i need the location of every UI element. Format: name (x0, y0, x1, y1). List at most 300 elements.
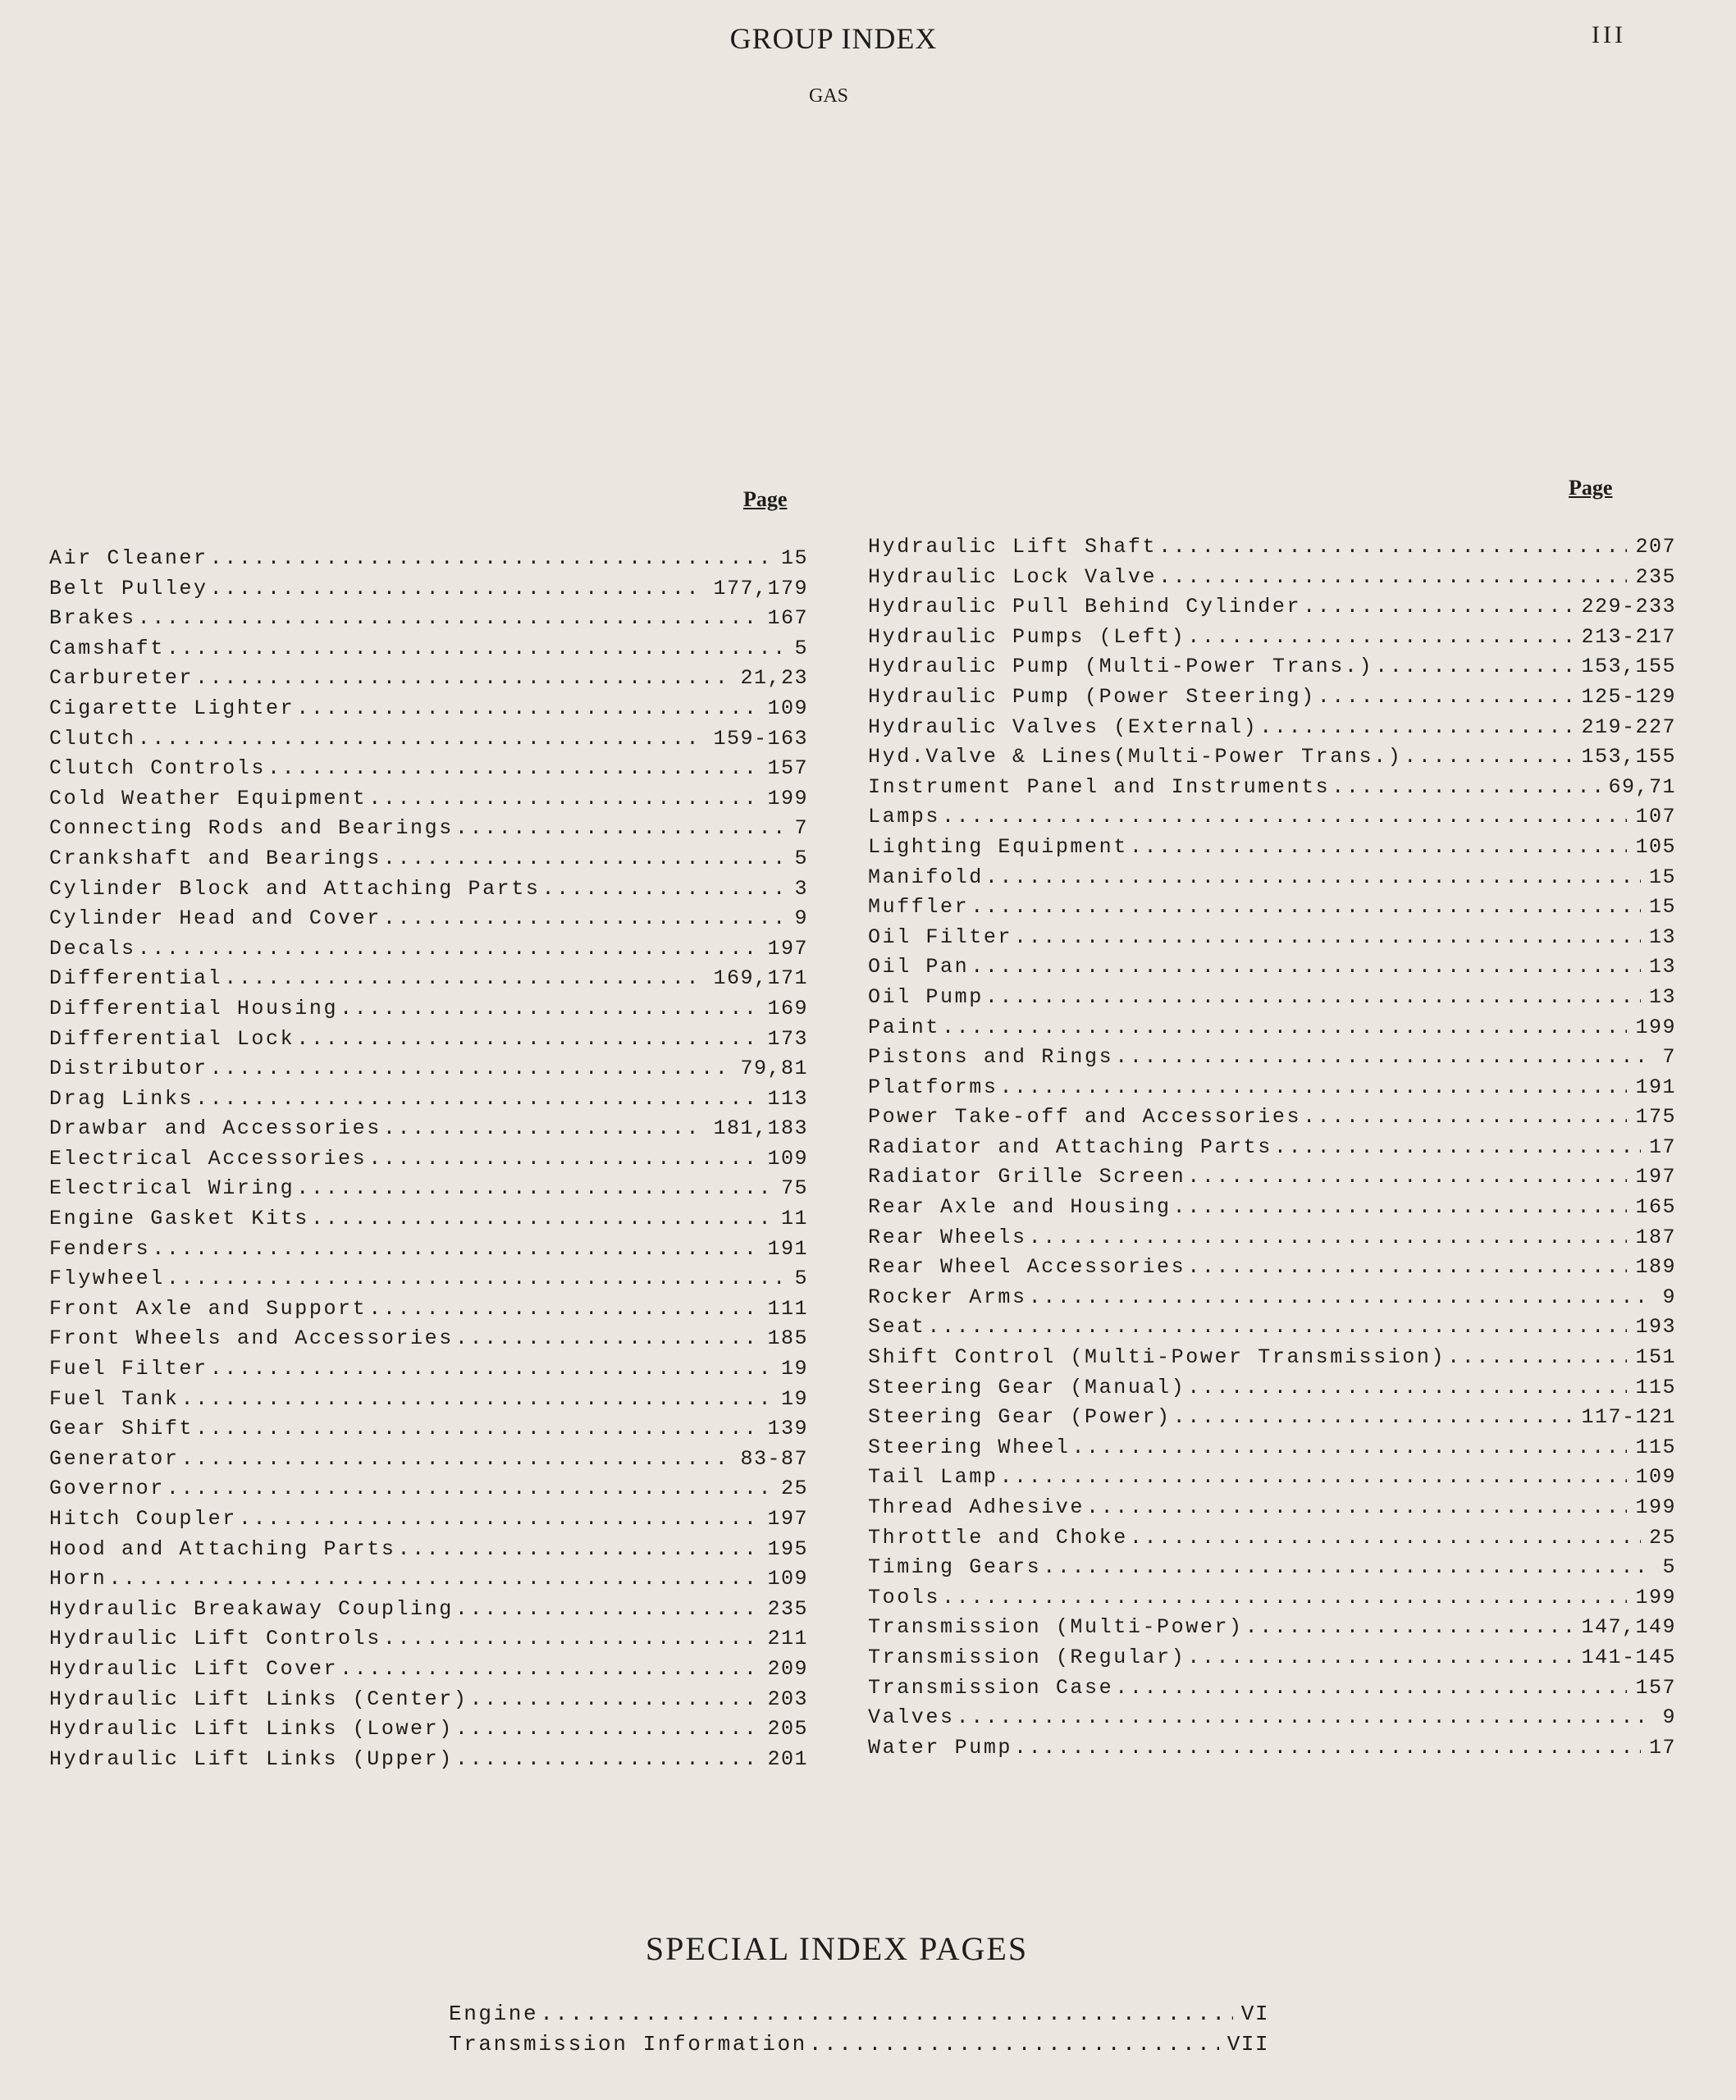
dot-leader (1029, 1226, 1628, 1249)
entry-name: Radiator and Attaching Parts (868, 1134, 1272, 1159)
entry-name: Tail Lamp (868, 1465, 998, 1490)
dot-leader (455, 1597, 760, 1621)
entry-page: 75 (780, 1176, 808, 1201)
entry-name: Rear Wheels (868, 1225, 1027, 1249)
index-entry (49, 787, 808, 817)
entry-page: 197 (767, 1507, 808, 1531)
dot-leader (1043, 1555, 1654, 1579)
entry-page: 229-233 (1581, 595, 1676, 619)
entry-name: Rear Axle and Housing (868, 1195, 1172, 1220)
entry-page: 175 (1635, 1105, 1676, 1130)
entry-page: 5 (794, 1267, 808, 1291)
entry-page: 13 (1648, 984, 1676, 1009)
entry-page: 219-227 (1581, 714, 1676, 739)
entry-name: Hydraulic Lift Shaft (868, 535, 1158, 559)
dot-leader (138, 727, 706, 751)
index-entry (49, 1116, 808, 1147)
dot-leader (383, 1116, 706, 1140)
entry-name: Manifold (868, 865, 984, 889)
entry-name: Cylinder Block and Attaching Parts (49, 876, 541, 901)
dot-leader (1447, 1345, 1627, 1369)
entry-name: Tools (868, 1585, 941, 1609)
entry-name: Gear Shift (49, 1417, 194, 1441)
index-entry (868, 1255, 1676, 1285)
entry-page: 11 (780, 1207, 808, 1231)
index-entry (868, 955, 1676, 985)
entry-name: Engine (449, 2002, 539, 2026)
entry-name: Front Wheels and Accessories (49, 1326, 454, 1351)
entry-page: 115 (1635, 1375, 1676, 1399)
index-entry (868, 1376, 1676, 1406)
index-entry (868, 865, 1676, 896)
entry-page: 19 (780, 1357, 808, 1381)
index-entry (49, 816, 808, 847)
entry-page: 17 (1648, 1134, 1676, 1159)
dot-leader (942, 805, 1627, 829)
entry-page: 117-121 (1581, 1405, 1676, 1430)
entry-page: 185 (767, 1326, 808, 1351)
index-entry (49, 1207, 808, 1237)
entry-page: 191 (1635, 1075, 1676, 1099)
dot-leader (296, 696, 759, 720)
index-entry (868, 1586, 1676, 1616)
entry-page: 199 (1635, 1585, 1676, 1609)
entry-name: Oil Pump (868, 984, 984, 1009)
index-entry (49, 1537, 808, 1568)
dot-leader (1332, 775, 1600, 799)
index-entry (49, 1417, 808, 1447)
index-entry (868, 535, 1676, 565)
entry-page: 9 (794, 906, 808, 931)
entry-name: Air Cleaner (49, 546, 208, 570)
entry-name: Electrical Wiring (49, 1176, 295, 1201)
entry-page: 25 (780, 1477, 808, 1501)
entry-name: Engine Gasket Kits (49, 1207, 309, 1231)
entry-name: Electrical Accessories (49, 1146, 368, 1171)
entry-page: 151 (1635, 1345, 1676, 1370)
entry-page: 207 (1635, 535, 1676, 559)
left-page-heading: Page (743, 487, 788, 511)
dot-leader (1158, 565, 1627, 589)
dot-leader (239, 1507, 760, 1531)
entry-page: 15 (1648, 865, 1676, 889)
entry-name: Power Take-off and Accessories (868, 1105, 1302, 1130)
index-entry (868, 895, 1676, 925)
dot-leader (1173, 1195, 1628, 1219)
entry-name: Hitch Coupler (49, 1507, 237, 1531)
index-entry (868, 1105, 1676, 1135)
dot-leader (1187, 1376, 1627, 1399)
special-index-list (449, 2002, 1269, 2062)
entry-name: Hyd.Valve & Lines(Multi-Power Trans.) (868, 745, 1403, 769)
index-entry (868, 805, 1676, 835)
entry-name: Water Pump (868, 1735, 1013, 1760)
entry-name: Hydraulic Lock Valve (868, 564, 1158, 589)
dot-leader (1245, 1615, 1574, 1639)
entry-name: Carbureter (49, 666, 194, 691)
dot-leader (210, 1057, 733, 1080)
index-entry (868, 1045, 1676, 1075)
entry-name: Drag Links (49, 1086, 194, 1111)
entry-name: Lamps (868, 805, 941, 829)
entry-page: 109 (767, 1146, 808, 1171)
dot-leader (397, 1537, 759, 1561)
page-title: GROUP INDEX (729, 22, 938, 55)
entry-name: Generator (49, 1446, 180, 1471)
entry-name: Drawbar and Accessories (49, 1116, 381, 1141)
entry-page: 153,155 (1581, 655, 1676, 679)
entry-page: 3 (794, 876, 808, 901)
dot-leader (267, 756, 759, 780)
entry-name: Connecting Rods and Bearings (49, 816, 454, 841)
entry-name: Lighting Equipment (868, 834, 1128, 859)
dot-leader (195, 1087, 759, 1111)
entry-name: Valves (868, 1705, 955, 1730)
entry-page: 203 (767, 1687, 808, 1711)
entry-page: 15 (780, 546, 808, 570)
entry-page: 139 (767, 1417, 808, 1441)
dot-leader (455, 1326, 760, 1350)
entry-page: 191 (767, 1236, 808, 1261)
entry-page: 79,81 (740, 1057, 808, 1081)
index-entry (49, 666, 808, 696)
index-entry (868, 1075, 1676, 1106)
index-entry (868, 1705, 1676, 1736)
entry-page: 19 (780, 1386, 808, 1411)
index-entry (868, 1195, 1676, 1226)
dot-leader (1404, 745, 1573, 769)
dot-leader (1318, 685, 1574, 709)
index-entry (49, 1657, 808, 1687)
dot-leader (195, 1417, 759, 1440)
entry-name: Flywheel (49, 1267, 165, 1291)
dot-leader (1187, 1255, 1627, 1279)
entry-page: 21,23 (740, 666, 808, 691)
dot-leader (138, 606, 760, 630)
entry-name: Transmission (Multi-Power) (868, 1615, 1244, 1640)
index-entry (868, 1016, 1676, 1046)
dot-leader (1187, 625, 1573, 649)
dot-leader (180, 1447, 732, 1471)
entry-name: Instrument Panel and Instruments (868, 774, 1331, 799)
entry-page: 201 (767, 1746, 808, 1771)
dot-leader (971, 955, 1641, 979)
entry-name: Hydraulic Breakaway Coupling (49, 1596, 454, 1621)
entry-page: 147,149 (1581, 1615, 1676, 1640)
index-entry (868, 1646, 1676, 1676)
dot-leader (1375, 655, 1573, 678)
entry-page: 193 (1635, 1315, 1676, 1340)
entry-page: 17 (1648, 1735, 1676, 1760)
index-entry (49, 1717, 808, 1747)
dot-leader (1014, 925, 1641, 949)
dot-leader (368, 1147, 759, 1171)
index-entry (868, 655, 1676, 685)
entry-page: 189 (1635, 1255, 1676, 1280)
dot-leader (296, 1027, 759, 1051)
entry-name: Belt Pulley (49, 576, 208, 600)
entry-page: 5 (794, 636, 808, 660)
page-subtitle: GAS (808, 85, 848, 107)
entry-page: 165 (1635, 1195, 1676, 1220)
entry-name: Shift Control (Multi-Power Transmission) (868, 1345, 1446, 1370)
entry-page: 15 (1648, 895, 1676, 920)
entry-name: Fuel Filter (49, 1357, 208, 1381)
dot-leader (809, 2032, 1219, 2057)
entry-page: 197 (1635, 1165, 1676, 1189)
entry-page: 7 (794, 816, 808, 841)
entry-page: 69,71 (1608, 774, 1676, 799)
dot-leader (210, 1357, 773, 1381)
entry-name: Steering Wheel (868, 1435, 1071, 1459)
entry-page: 235 (1635, 564, 1676, 589)
dot-leader (1187, 1646, 1573, 1669)
dot-leader (311, 1207, 773, 1230)
entry-name: Hydraulic Pull Behind Cylinder (868, 595, 1302, 619)
entry-name: Differential Housing (49, 996, 339, 1020)
page-number: III (1592, 21, 1626, 48)
index-entry (49, 1687, 808, 1718)
entry-page: 157 (767, 756, 808, 781)
entry-page: 5 (794, 846, 808, 870)
entry-name: Brakes (49, 606, 136, 631)
dot-leader (138, 937, 760, 961)
index-entry (868, 1226, 1676, 1256)
entry-page: 107 (1635, 805, 1676, 829)
entry-page: 141-145 (1581, 1645, 1676, 1669)
index-entry (49, 906, 808, 937)
dot-leader (957, 1705, 1655, 1729)
entry-name: Hydraulic Lift Links (Center) (49, 1687, 468, 1711)
entry-page: 111 (767, 1296, 808, 1321)
dot-leader (340, 997, 759, 1020)
entry-name: Crankshaft and Bearings (49, 846, 381, 870)
dot-leader (1115, 1045, 1654, 1069)
index-entry (49, 756, 808, 787)
index-entry (868, 1495, 1676, 1526)
entry-page: 199 (767, 786, 808, 810)
dot-leader (999, 1075, 1627, 1099)
index-entry (868, 1405, 1676, 1436)
entry-name: Hydraulic Pump (Power Steering) (868, 684, 1316, 709)
index-entry (49, 606, 808, 637)
dot-leader (942, 1586, 1627, 1609)
special-index-title: SPECIAL INDEX PAGES (645, 1930, 1029, 1967)
entry-page: 13 (1648, 924, 1676, 949)
entry-page: 169 (767, 996, 808, 1020)
dot-leader (927, 1315, 1627, 1339)
index-entry (49, 1357, 808, 1387)
entry-page: 13 (1648, 955, 1676, 979)
dot-leader (999, 1465, 1627, 1489)
entry-name: Distributor (49, 1057, 208, 1081)
index-entry (868, 1165, 1676, 1195)
entry-name: Pistons and Rings (868, 1045, 1114, 1070)
dot-leader (1274, 1135, 1641, 1159)
index-entry (49, 1267, 808, 1297)
entry-page: 187 (1635, 1225, 1676, 1249)
entry-page: 197 (767, 936, 808, 961)
entry-name: Front Axle and Support (49, 1296, 368, 1321)
index-entry (49, 1176, 808, 1207)
entry-name: Cigarette Lighter (49, 696, 295, 720)
entry-name: Transmission Information (449, 2032, 807, 2057)
entry-name: Hydraulic Pumps (Left) (868, 624, 1186, 649)
entry-name: Seat (868, 1315, 926, 1340)
entry-page: 109 (1635, 1465, 1676, 1490)
index-entry (49, 1326, 808, 1357)
index-entry (49, 546, 808, 577)
dot-leader (383, 906, 787, 930)
entry-page: 167 (767, 606, 808, 631)
dot-leader (340, 1657, 759, 1681)
right-index-column (868, 535, 1676, 1765)
index-entry (868, 625, 1676, 655)
entry-page: 199 (1635, 1015, 1676, 1039)
entry-page: 199 (1635, 1495, 1676, 1519)
entry-name: Clutch (49, 726, 136, 751)
dot-leader (1173, 1405, 1574, 1429)
dot-leader (195, 666, 732, 690)
index-entry (49, 997, 808, 1027)
entry-name: Hydraulic Lift Links (Lower) (49, 1717, 454, 1742)
entry-page: 153,155 (1581, 745, 1676, 769)
index-entry (49, 577, 808, 607)
index-entry (868, 595, 1676, 625)
index-entry (49, 1747, 808, 1778)
entry-page: 209 (767, 1656, 808, 1681)
dot-leader (455, 1717, 760, 1741)
dot-leader (108, 1567, 759, 1591)
entry-page: 125-129 (1581, 684, 1676, 709)
entry-page: 109 (767, 1567, 808, 1591)
entry-name: Radiator Grille Screen (868, 1165, 1186, 1189)
dot-leader (985, 985, 1641, 1009)
entry-name: Transmission Case (868, 1675, 1114, 1700)
entry-name: Oil Filter (868, 924, 1013, 949)
entry-name: Thread Adhesive (868, 1495, 1085, 1519)
index-entry (868, 1465, 1676, 1495)
index-entry (49, 1387, 808, 1418)
index-entry (49, 1477, 808, 1507)
dot-leader (1086, 1495, 1627, 1519)
index-entry (868, 925, 1676, 956)
dot-leader (1115, 1676, 1627, 1700)
index-entry (868, 1436, 1676, 1466)
index-entry (49, 696, 808, 727)
entry-page: 25 (1648, 1525, 1676, 1550)
dot-leader (1158, 535, 1627, 559)
index-entry (49, 1447, 808, 1477)
entry-name: Oil Pan (868, 955, 970, 979)
dot-leader (368, 787, 759, 810)
dot-leader (224, 966, 705, 990)
dot-leader (541, 877, 786, 901)
index-entry (449, 2002, 1269, 2032)
entry-name: Cold Weather Equipment (49, 786, 368, 810)
entry-page: 113 (767, 1086, 808, 1111)
entry-name: Steering Gear (Manual) (868, 1375, 1186, 1399)
index-entry (49, 937, 808, 967)
dot-leader (1130, 835, 1628, 859)
index-entry (49, 1147, 808, 1177)
entry-name: Cylinder Head and Cover (49, 906, 381, 931)
entry-page: 195 (767, 1536, 808, 1561)
index-entry (868, 775, 1676, 806)
entry-page: 5 (1662, 1555, 1676, 1580)
right-page-heading: Page (1569, 476, 1613, 500)
index-entry (49, 1027, 808, 1057)
index-entry (49, 847, 808, 877)
dot-leader (296, 1176, 773, 1200)
entry-page: 115 (1635, 1435, 1676, 1459)
entry-page: 177,179 (713, 576, 808, 600)
index-entry (868, 565, 1676, 596)
entry-name: Hydraulic Lift Cover (49, 1656, 339, 1681)
index-entry (868, 715, 1676, 746)
entry-name: Fuel Tank (49, 1386, 180, 1411)
entry-name: Hood and Attaching Parts (49, 1536, 396, 1561)
dot-leader (469, 1687, 759, 1711)
index-entry (49, 1627, 808, 1657)
entry-name: Paint (868, 1015, 941, 1039)
index-entry (868, 1345, 1676, 1376)
index-entry (49, 1507, 808, 1537)
entry-name: Differential (49, 966, 223, 991)
entry-name: Rear Wheel Accessories (868, 1255, 1186, 1280)
entry-page: 157 (1635, 1675, 1676, 1700)
entry-page: 9 (1662, 1705, 1676, 1730)
entry-page: 169,171 (713, 966, 808, 991)
entry-name: Timing Gears (868, 1555, 1042, 1580)
entry-name: Hydraulic Lift Links (Upper) (49, 1746, 454, 1771)
entry-name: Steering Gear (Power) (868, 1405, 1172, 1430)
index-entry (868, 685, 1676, 715)
entry-page: 235 (767, 1596, 808, 1621)
index-entry (49, 727, 808, 757)
dot-leader (455, 1747, 760, 1771)
dot-leader (1130, 1526, 1641, 1550)
index-entry (49, 877, 808, 907)
index-entry (868, 1676, 1676, 1706)
dot-leader (180, 1387, 773, 1411)
index-entry (49, 1567, 808, 1597)
index-entry (49, 637, 808, 667)
entry-name: Hydraulic Valves (External) (868, 714, 1259, 739)
entry-page: 205 (767, 1717, 808, 1742)
entry-page: VI (1240, 2002, 1269, 2026)
index-entry (868, 745, 1676, 775)
entry-page: VII (1227, 2032, 1269, 2057)
entry-page: 173 (767, 1026, 808, 1051)
dot-leader (971, 895, 1641, 919)
entry-name: Governor (49, 1477, 165, 1501)
index-entry (868, 1135, 1676, 1166)
index-entry (49, 966, 808, 997)
dot-leader (152, 1237, 759, 1261)
entry-page: 213-217 (1581, 624, 1676, 649)
index-entry (868, 985, 1676, 1016)
dot-leader (1303, 1105, 1627, 1129)
entry-name: Camshaft (49, 636, 165, 660)
entry-page: 105 (1635, 834, 1676, 859)
dot-leader (167, 1267, 787, 1290)
entry-name: Muffler (868, 895, 970, 920)
dot-leader (540, 2002, 1233, 2026)
index-entry (868, 1555, 1676, 1586)
entry-page: 9 (1662, 1285, 1676, 1309)
entry-name: Transmission (Regular) (868, 1645, 1186, 1669)
